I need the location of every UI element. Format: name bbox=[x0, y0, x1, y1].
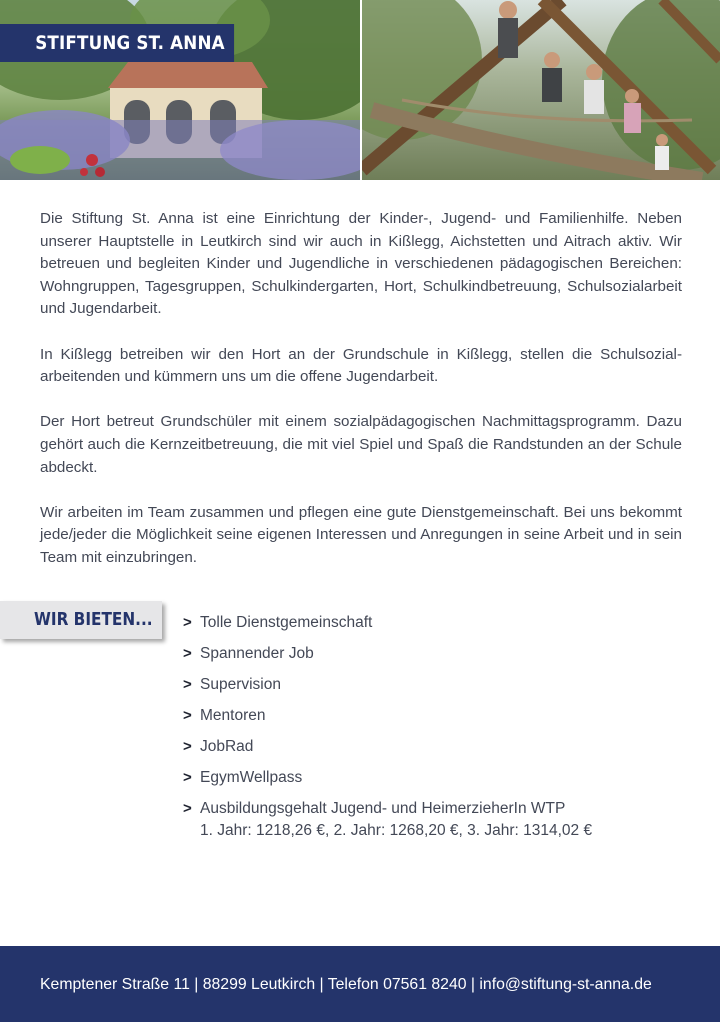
list-item bbox=[183, 643, 683, 665]
list-item-label: Tolle Dienstgemeinschaft bbox=[200, 614, 373, 631]
footer-contact: Kemptener Straße 11 | 88299 Leutkirch | Telefon 07561 8240 | info@stiftung-st-anna.de bbox=[40, 976, 652, 993]
list-item-label: EgymWellpass bbox=[200, 769, 303, 786]
climbing-illustration bbox=[362, 0, 720, 180]
chevron-right-icon: > bbox=[183, 738, 192, 755]
list-item bbox=[183, 705, 683, 727]
brand-title: STIFTUNG ST. ANNA bbox=[0, 24, 234, 62]
intro-paragraph: Der Hort betreut Grundschüler mit einem sozialpädagogischen Nachmittagsprogramm. Dazu gehört auch die Kernzeitbetreuung, die mit viel Spiel und Spaß die Randstunden an der Schule abdeckt. bbox=[40, 413, 682, 476]
chevron-right-icon: > bbox=[183, 676, 192, 693]
intro-paragraph: In Kißlegg betreiben wir den Hort an der Grundschule in Kißlegg, stellen die Schulsozialarbeitenden und kümmern uns um die offene Jugendarbeit. bbox=[40, 345, 682, 386]
list-item bbox=[183, 736, 683, 758]
list-item-label: Ausbildungsgehalt Jugend- und HeimerzieherIn WTP bbox=[200, 800, 566, 817]
list-item bbox=[183, 674, 683, 696]
offer-list bbox=[183, 612, 683, 851]
offer-heading-tab bbox=[0, 601, 162, 639]
list-item-label: JobRad bbox=[200, 738, 254, 755]
chevron-right-icon: > bbox=[183, 707, 192, 724]
intro-paragraph: Wir arbeiten im Team zusammen und pflegen eine gute Dienstgemeinschaft. Bei uns bekommt jede/jeder die Möglichkeit seine eigenen Interessen und Anregungen in seine Arbeit und in sein Team mit einzubringen. bbox=[40, 503, 682, 566]
list-item bbox=[183, 798, 683, 842]
chevron-right-icon: > bbox=[183, 769, 192, 786]
list-item bbox=[183, 767, 683, 789]
list-item-label: Mentoren bbox=[200, 707, 266, 724]
chevron-right-icon: > bbox=[183, 800, 192, 817]
footer bbox=[0, 946, 720, 1022]
list-item-label: Supervision bbox=[200, 676, 281, 693]
list-item bbox=[183, 612, 683, 634]
salary-detail: 1. Jahr: 1218,26 €, 2. Jahr: 1268,20 €, 3. Jahr: 1314,02 € bbox=[200, 822, 593, 839]
list-item-label: Spannender Job bbox=[200, 645, 314, 662]
intro-paragraph: Die Stiftung St. Anna ist eine Einrichtung der Kinder-, Jugend- und Familienhilfe. Neben unserer Hauptstelle in Leutkirch sind wir auch in Kißlegg, Aichstetten und Aitrach aktiv. Wir betreuen und begleiten Kinder und Jugendliche in verschiedenen pädagogischen Bereichen: Wohngruppen, Tagesgruppen, Schulkindergarten, Hort, Schulkindbetreuung, Schulsozialarbeit und Jugendarbeit. bbox=[40, 210, 682, 318]
chevron-right-icon: > bbox=[183, 645, 192, 662]
children-climbing-photo bbox=[362, 0, 720, 180]
header-images bbox=[0, 0, 720, 180]
offer-heading: WIR BIETEN... bbox=[34, 609, 153, 630]
intro-text bbox=[40, 208, 682, 592]
chevron-right-icon: > bbox=[183, 614, 192, 631]
